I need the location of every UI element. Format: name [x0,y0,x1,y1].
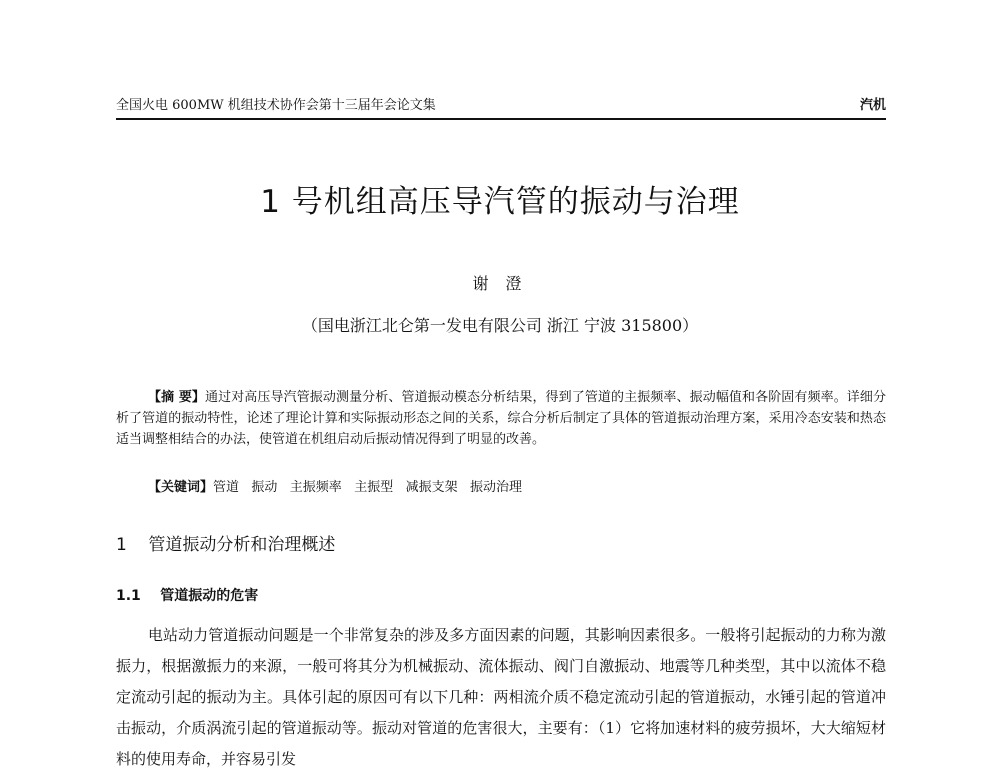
keywords [148,477,522,498]
abstract [116,387,886,450]
keywords-label: 【关键词】 [148,480,214,495]
author: 谢 澄 [472,274,528,293]
section-heading-1: 1 管道振动分析和治理概述 [116,535,336,555]
section-heading-1-1: 1.1 管道振动的危害 [116,588,259,604]
keywords-text: 管道 振动 主振频率 主振型 减振支架 振动治理 [213,480,523,495]
abstract-label: 【摘 要】 [148,390,206,405]
affiliation: （国电浙江北仑第一发电有限公司 浙江 宁波 315800） [301,316,699,335]
header-proceedings-title: 全国火电 600MW 机组技术协作会第十三届年会论文集 [116,98,436,113]
body-paragraph: 电站动力管道振动问题是一个非常复杂的涉及多方面因素的问题，其影响因素很多。一般将引起振动的力称为激振力，根据激振力的来源，一般可将其分为机械振动、流体振动、阀门自激振动、地震等几种类型，其中以流体不稳定流动引起的振动为主。具体引起的原因可有以下几种：两相流介质不稳定流动引起的管道振动，水锤引起的管道冲击振动，介质涡流引起的管道振动等。振动对管道的危害很大，主要有：（1）它将加速材料的疲劳损坏，大大缩短材料的使用寿命，并容易引发 [116,626,886,768]
header-rule [116,118,886,120]
paper-title: 1 号机组高压导汽管的振动与治理 [260,184,740,220]
abstract-text: 通过对高压导汽管振动测量分析、管道振动模态分析结果，得到了管道的主振频率、振动幅值和各阶固有频率。详细分析了管道的振动特性，论述了理论计算和实际振动形态之间的关系，综合分析后制定了具体的管道振动治理方案，采用冷态安装和热态适当调整相结合的办法，使管道在机组启动后振动情况得到了明显的改善。 [116,390,886,447]
header-section-label: 汽机 [859,98,886,113]
